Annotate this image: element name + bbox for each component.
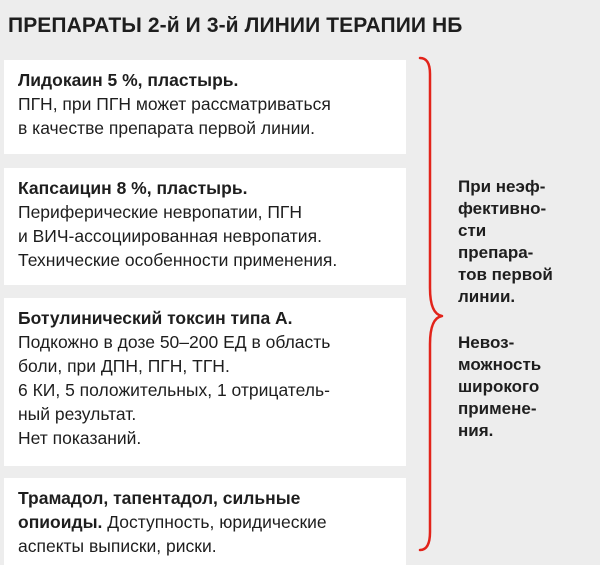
drug-card-capsaicin (4, 168, 406, 285)
side-note-line: можность (458, 355, 542, 374)
card-text-line: и ВИЧ-ассоциированная невропатия. (18, 226, 322, 246)
card-text-line: Периферические невропатии, ПГН (18, 202, 303, 222)
drug-card-opioids (4, 478, 406, 565)
card-text-line: аспекты выписки, риски. (18, 536, 217, 556)
card-text-line: ный результат. (18, 404, 137, 424)
side-note-impossibility (458, 332, 541, 442)
drug-card-botulinum (4, 298, 406, 466)
card-heading: Трамадол, тапентадол, сильные (18, 488, 301, 508)
card-text-line: Нет показаний. (18, 428, 142, 448)
card-heading-line-2 (18, 510, 396, 534)
side-note-line: препара- (458, 243, 534, 262)
card-text-line: Подкожно в дозе 50–200 ЕД в область (18, 332, 331, 352)
red-brace (410, 52, 446, 557)
side-note-line: тов первой (458, 265, 553, 284)
brace-path (420, 58, 442, 550)
side-note-line: сти (458, 221, 487, 240)
card-text-line: Технические особенности применения. (18, 250, 338, 270)
side-note-line: широкого (458, 377, 540, 396)
card-text-line: ПГН, при ПГН может рассматриваться (18, 94, 331, 114)
card-heading-continued: опиоиды. (18, 512, 103, 532)
card-inline-text: Доступность, юридические (102, 512, 327, 532)
card-text-line: боли, при ДПН, ПГН, ТГН. (18, 356, 230, 376)
card-text-line: 6 КИ, 5 положительных, 1 отрицатель- (18, 380, 330, 400)
card-text-line: в качестве препарата первой линии. (18, 118, 315, 138)
side-note-line: фективно- (458, 199, 547, 218)
card-heading: Лидокаин 5 %, пластырь. (18, 70, 239, 90)
side-note-line: Невоз- (458, 333, 515, 352)
card-heading: Капсаицин 8 %, пластырь. (18, 178, 248, 198)
drug-card-lidocaine (4, 60, 406, 154)
side-note-line: ния. (458, 421, 494, 440)
page-title: ПРЕПАРАТЫ 2-й И 3-й ЛИНИИ ТЕРАПИИ НБ (8, 14, 463, 37)
side-note-line: При неэф- (458, 177, 546, 196)
card-heading: Ботулинический токсин типа А. (18, 308, 293, 328)
side-note-ineffectiveness (458, 176, 553, 308)
side-note-line: линии. (458, 287, 516, 306)
side-note-line: примене- (458, 399, 537, 418)
